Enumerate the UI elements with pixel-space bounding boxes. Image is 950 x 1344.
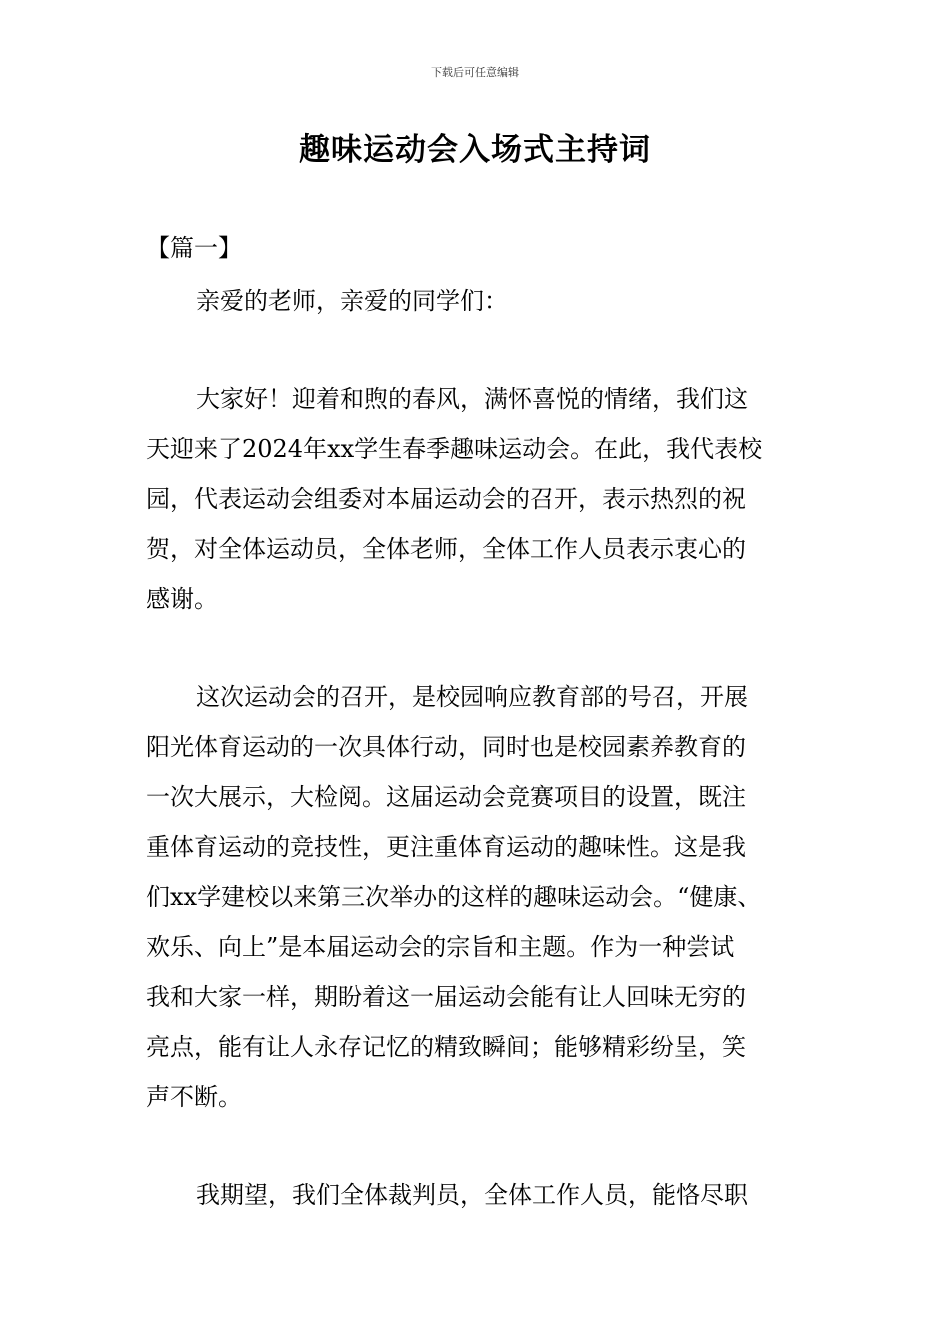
line-text: 我期望，我们全体裁判员，全体工作人员，能恪尽职 bbox=[196, 1181, 748, 1209]
line-text: 大家好！迎着和煦的春风，满怀喜悦的情绪，我们这 bbox=[196, 385, 748, 413]
paragraph-line: 一次大展示，大检阅。这届运动会竞赛项目的设置，既注 bbox=[146, 783, 746, 811]
paragraph-line bbox=[146, 672, 814, 722]
paragraph-1 bbox=[146, 374, 814, 624]
paragraph-line: 我和大家一样，期盼着这一届运动会能有让人回味无穷的 bbox=[146, 983, 746, 1011]
paragraph-2 bbox=[146, 672, 814, 1122]
paragraph-line: 贺，对全体运动员，全体老师，全体工作人员表示衷心的 bbox=[146, 535, 746, 563]
paragraph-line bbox=[146, 1170, 814, 1220]
paragraph-line: 园，代表运动会组委对本届运动会的召开，表示热烈的祝 bbox=[146, 485, 746, 513]
paragraph-line bbox=[146, 374, 814, 424]
greeting-paragraph bbox=[146, 276, 814, 326]
paragraph-line: 重体育运动的竞技性，更注重体育运动的趣味性。这是我 bbox=[146, 833, 746, 861]
paragraph-line: 天迎来了2024年xx学生春季趣味运动会。在此，我代表校 bbox=[146, 435, 763, 463]
paragraph-line: 阳光体育运动的一次具体行动，同时也是校园素养教育的 bbox=[146, 733, 746, 761]
paragraph-line: 声不断。 bbox=[146, 1083, 242, 1111]
header-note: 下载后可任意编辑 bbox=[431, 66, 519, 79]
section-heading: 【篇一】 bbox=[146, 234, 242, 262]
greeting-text: 亲爱的老师，亲爱的同学们： bbox=[196, 287, 508, 315]
paragraph-line: 欢乐、向上”是本届运动会的宗旨和主题。作为一种尝试 bbox=[146, 933, 735, 961]
paragraph-line: 亮点，能有让人永存记忆的精致瞬间；能够精彩纷呈，笑 bbox=[146, 1033, 746, 1061]
line-text: 这次运动会的召开，是校园响应教育部的号召，开展 bbox=[196, 683, 748, 711]
paragraph-line: 感谢。 bbox=[146, 585, 218, 613]
paragraph-3 bbox=[146, 1170, 814, 1220]
paragraph-line: 们xx学建校以来第三次举办的这样的趣味运动会。“健康、 bbox=[146, 883, 762, 911]
document-title: 趣味运动会入场式主持词 bbox=[299, 132, 651, 168]
